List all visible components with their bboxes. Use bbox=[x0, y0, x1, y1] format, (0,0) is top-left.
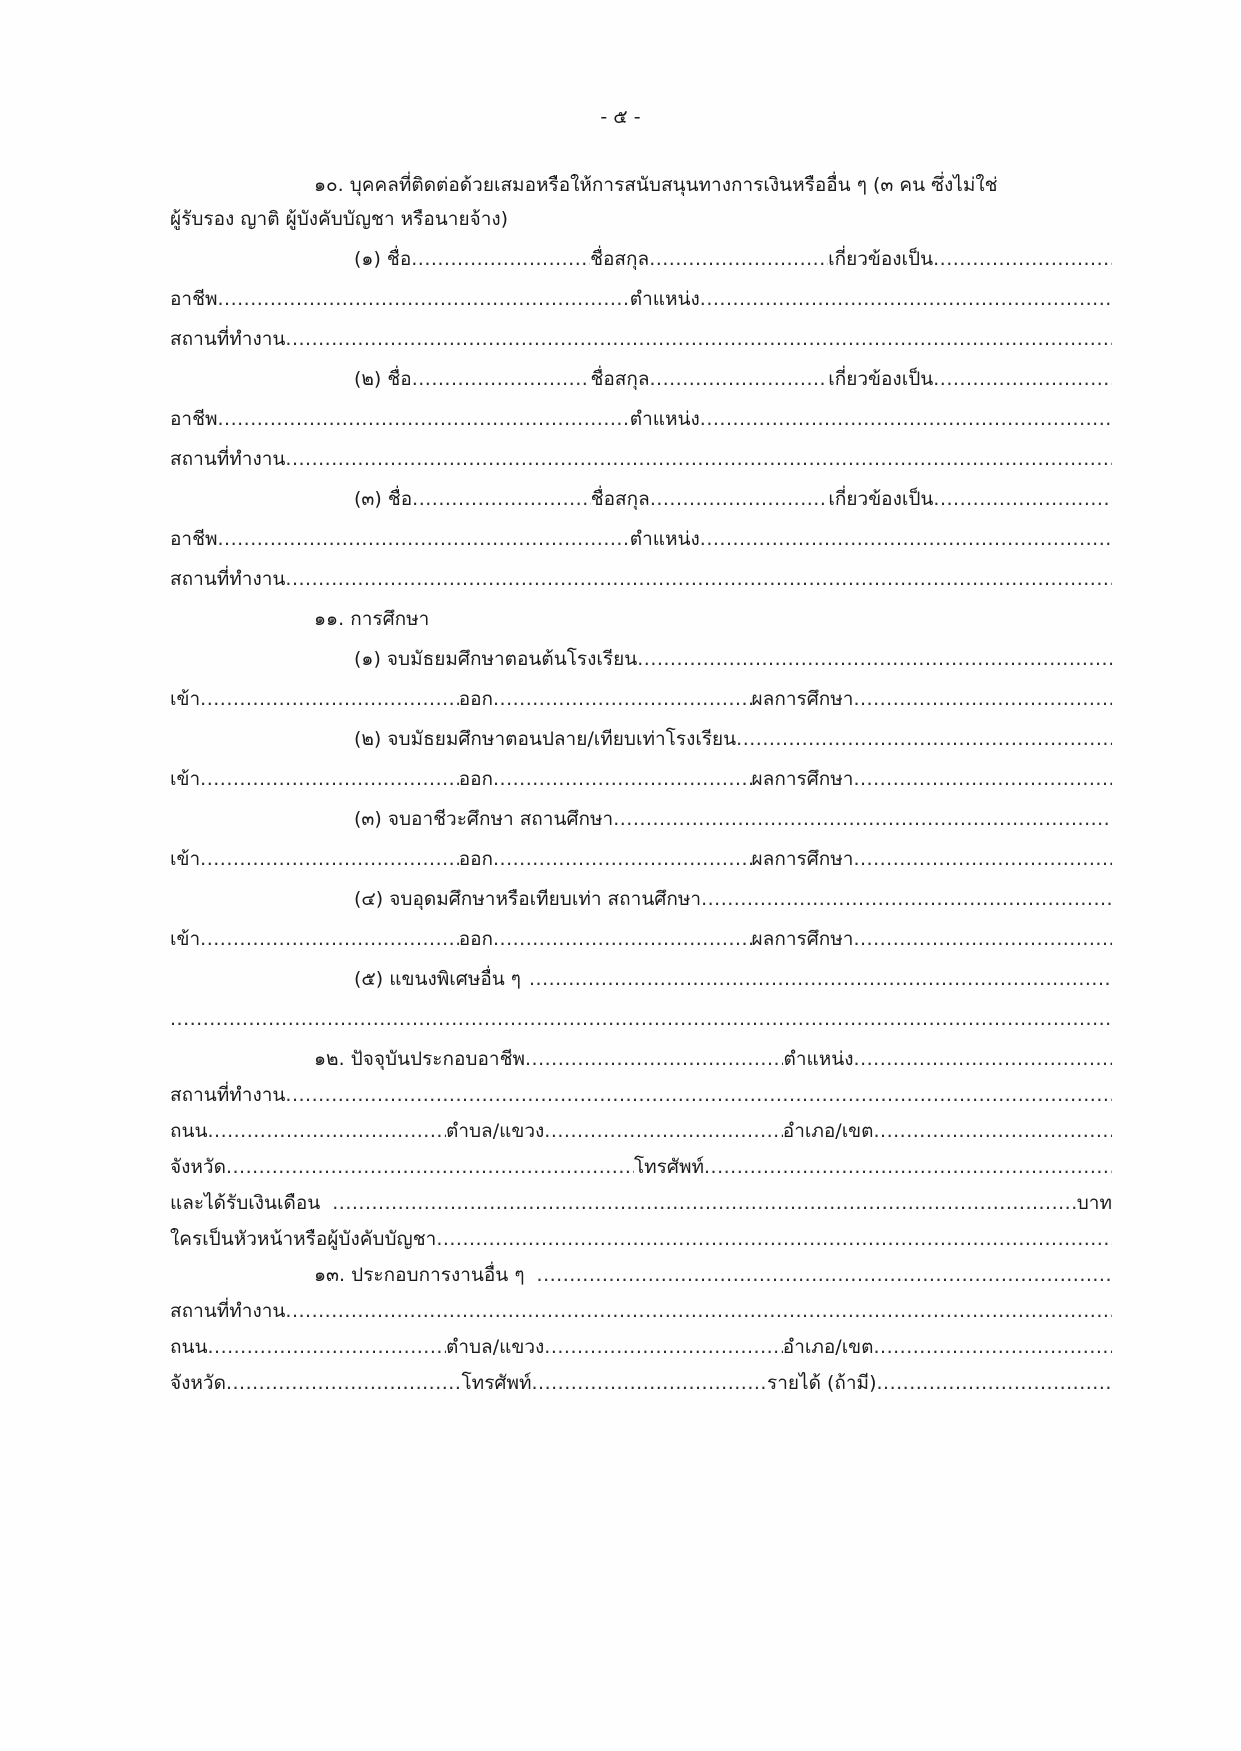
edu1-label: (๑) จบมัธยมศึกษาตอนต้นโรงเรียน bbox=[354, 648, 638, 670]
p1-position-label: ตำแหน่ง bbox=[629, 288, 700, 310]
s12-heading-row bbox=[170, 1032, 1112, 1072]
p1-occupation-field[interactable] bbox=[218, 286, 630, 312]
p3-name-field[interactable] bbox=[412, 486, 591, 512]
s12-heading: ๑๒. ปัจจุบันประกอบอาชีพ bbox=[314, 1048, 525, 1070]
s13-province-row bbox=[170, 1360, 1112, 1396]
s12-province-field[interactable] bbox=[226, 1154, 634, 1180]
edu2-exit-label: ออก bbox=[458, 768, 494, 790]
s13-province-field[interactable] bbox=[226, 1370, 462, 1396]
p3-workplace-label: สถานที่ทำงาน bbox=[170, 568, 286, 590]
s13-road-label: ถนน bbox=[170, 1336, 208, 1358]
s13-subdistrict-field[interactable] bbox=[544, 1334, 783, 1360]
p3-position-label: ตำแหน่ง bbox=[629, 528, 700, 550]
s13-province-label: จังหวัด bbox=[170, 1372, 226, 1394]
s10-person1-name-row bbox=[170, 232, 1112, 272]
edu5-special-cont-field[interactable] bbox=[170, 1006, 1112, 1032]
s13-heading-row bbox=[170, 1252, 1112, 1288]
edu3-enter-label: เข้า bbox=[170, 848, 201, 870]
p3-surname-field[interactable] bbox=[650, 486, 829, 512]
edu5-special-cont-row bbox=[170, 992, 1112, 1032]
s13-subdistrict-label: ตำบล/แขวง bbox=[445, 1336, 545, 1358]
s12-supervisor-label: ใครเป็นหัวหน้าหรือผู้บังคับบัญชา bbox=[170, 1228, 437, 1250]
s13-other-work-field[interactable] bbox=[537, 1262, 1112, 1288]
edu4-result-label: ผลการศึกษา bbox=[751, 928, 854, 950]
edu3-exit-label: ออก bbox=[458, 848, 494, 870]
p1-name-field[interactable] bbox=[411, 246, 590, 272]
s13-road-field[interactable] bbox=[207, 1334, 446, 1360]
s12-workplace-row bbox=[170, 1072, 1112, 1108]
s12-salary-row bbox=[170, 1180, 1112, 1216]
edu4-exit-label: ออก bbox=[458, 928, 494, 950]
s10-heading-line1 bbox=[170, 164, 1112, 198]
p2-workplace-label: สถานที่ทำงาน bbox=[170, 448, 286, 470]
s12-subdistrict-label: ตำบล/แขวง bbox=[445, 1120, 545, 1142]
s12-supervisor-row bbox=[170, 1216, 1112, 1252]
s10-person3-occupation-row bbox=[170, 512, 1112, 552]
s13-district-label: อำเภอ/เขต bbox=[782, 1336, 874, 1358]
edu3-school-field[interactable] bbox=[613, 806, 1112, 832]
s10-person3-workplace-row bbox=[170, 552, 1112, 592]
edu3-label-row bbox=[170, 792, 1112, 832]
edu1-enter-label: เข้า bbox=[170, 688, 201, 710]
edu3-result-label: ผลการศึกษา bbox=[751, 848, 854, 870]
p3-occupation-field[interactable] bbox=[218, 526, 630, 552]
s13-heading: ๑๓. ประกอบการงานอื่น ๆ bbox=[314, 1264, 525, 1286]
s10-person1-occupation-row bbox=[170, 272, 1112, 312]
edu4-label-row bbox=[170, 872, 1112, 912]
p3-occupation-label: อาชีพ bbox=[170, 528, 218, 550]
edu2-label-row bbox=[170, 712, 1112, 752]
s10-heading-line2 bbox=[170, 198, 1112, 232]
s10-person2-occupation-row bbox=[170, 392, 1112, 432]
edu5-special-field[interactable] bbox=[529, 966, 1112, 992]
edu3-result-field[interactable] bbox=[853, 846, 1112, 872]
page-number: - ๕ - bbox=[600, 106, 641, 128]
edu2-exit-field[interactable] bbox=[493, 766, 752, 792]
p3-relation-label: เกี่ยวข้องเป็น bbox=[828, 488, 934, 510]
s12-supervisor-field[interactable] bbox=[436, 1226, 1112, 1252]
edu4-label: (๔) จบอุดมศึกษาหรือเทียบเท่า สถานศึกษา bbox=[354, 888, 702, 910]
edu1-enter-field[interactable] bbox=[200, 686, 459, 712]
s12-salary-field[interactable] bbox=[332, 1190, 1076, 1216]
p3-name-label: (๓) ชื่อ bbox=[354, 488, 413, 510]
s13-phone-field[interactable] bbox=[532, 1370, 768, 1396]
s13-district-field[interactable] bbox=[874, 1334, 1113, 1360]
edu3-exit-field[interactable] bbox=[493, 846, 752, 872]
p1-relation-label: เกี่ยวข้องเป็น bbox=[828, 248, 934, 270]
s10-person3-name-row bbox=[170, 472, 1112, 512]
s12-position-field[interactable] bbox=[854, 1046, 1112, 1072]
s10-person2-workplace-row bbox=[170, 432, 1112, 472]
p1-name-label: (๑) ชื่อ bbox=[354, 248, 412, 270]
s12-workplace-field[interactable] bbox=[285, 1082, 1112, 1108]
s12-baht-label: บาท bbox=[1076, 1192, 1112, 1214]
p2-surname-field[interactable] bbox=[650, 366, 829, 392]
s13-workplace-row bbox=[170, 1288, 1112, 1324]
edu2-label: (๒) จบมัธยมศึกษาตอนปลาย/เทียบเท่าโรงเรียน bbox=[354, 728, 737, 750]
p2-relation-field[interactable] bbox=[933, 366, 1112, 392]
p3-relation-field[interactable] bbox=[933, 486, 1112, 512]
edu1-label-row bbox=[170, 632, 1112, 672]
s10-person2-name-row bbox=[170, 352, 1112, 392]
p3-surname-label: ชื่อสกุล bbox=[590, 488, 650, 510]
s10-heading: ๑๐. บุคคลที่ติดต่อด้วยเสมอหรือให้การสนับสนุนทางการเงินหรืออื่น ๆ (๓ คน ซึ่งไม่ใช่ bbox=[314, 174, 998, 196]
p2-position-label: ตำแหน่ง bbox=[629, 408, 700, 430]
s11-heading: ๑๑. การศึกษา bbox=[314, 608, 430, 630]
form-body bbox=[170, 164, 1112, 1396]
edu2-enter-label: เข้า bbox=[170, 768, 201, 790]
s11-heading-row bbox=[170, 592, 1112, 632]
edu2-result-field[interactable] bbox=[853, 766, 1112, 792]
s12-province-row bbox=[170, 1144, 1112, 1180]
s12-occupation-field[interactable] bbox=[525, 1046, 783, 1072]
p3-position-field[interactable] bbox=[700, 526, 1112, 552]
edu2-dates-row bbox=[170, 752, 1112, 792]
edu1-result-field[interactable] bbox=[853, 686, 1112, 712]
edu3-dates-row bbox=[170, 832, 1112, 872]
s13-phone-label: โทรศัพท์ bbox=[461, 1372, 532, 1394]
s12-road-label: ถนน bbox=[170, 1120, 208, 1142]
p2-name-label: (๒) ชื่อ bbox=[354, 368, 412, 390]
s10-person1-workplace-row bbox=[170, 312, 1112, 352]
edu1-exit-label: ออก bbox=[458, 688, 494, 710]
s12-district-field[interactable] bbox=[874, 1118, 1113, 1144]
edu4-exit-field[interactable] bbox=[493, 926, 752, 952]
edu2-school-field[interactable] bbox=[736, 726, 1112, 752]
p1-relation-field[interactable] bbox=[933, 246, 1112, 272]
p2-position-field[interactable] bbox=[700, 406, 1112, 432]
p1-workplace-label: สถานที่ทำงาน bbox=[170, 328, 286, 350]
s12-subdistrict-field[interactable] bbox=[544, 1118, 783, 1144]
edu2-enter-field[interactable] bbox=[200, 766, 459, 792]
s12-road-field[interactable] bbox=[207, 1118, 446, 1144]
edu5-special-label: (๕) แขนงพิเศษอื่น ๆ bbox=[354, 968, 521, 990]
s13-income-label: รายได้ (ถ้ามี) bbox=[767, 1372, 877, 1394]
p2-occupation-label: อาชีพ bbox=[170, 408, 218, 430]
p1-workplace-field[interactable] bbox=[285, 326, 1112, 352]
s13-workplace-label: สถานที่ทำงาน bbox=[170, 1300, 286, 1322]
edu4-school-field[interactable] bbox=[701, 886, 1112, 912]
edu1-result-label: ผลการศึกษา bbox=[751, 688, 854, 710]
p1-surname-field[interactable] bbox=[649, 246, 828, 272]
edu1-exit-field[interactable] bbox=[493, 686, 752, 712]
s13-income-field[interactable] bbox=[877, 1370, 1113, 1396]
edu3-enter-field[interactable] bbox=[200, 846, 459, 872]
edu4-dates-row bbox=[170, 912, 1112, 952]
edu1-school-field[interactable] bbox=[637, 646, 1112, 672]
s12-salary-label: และได้รับเงินเดือน bbox=[170, 1192, 321, 1214]
edu3-label: (๓) จบอาชีวะศึกษา สถานศึกษา bbox=[354, 808, 614, 830]
p2-occupation-field[interactable] bbox=[218, 406, 630, 432]
p1-surname-label: ชื่อสกุล bbox=[590, 248, 650, 270]
p3-workplace-field[interactable] bbox=[285, 566, 1112, 592]
s12-phone-label: โทรศัพท์ bbox=[633, 1156, 704, 1178]
p2-name-field[interactable] bbox=[412, 366, 591, 392]
p1-position-field[interactable] bbox=[700, 286, 1112, 312]
s12-position-label: ตำแหน่ง bbox=[783, 1048, 854, 1070]
s12-phone-field[interactable] bbox=[704, 1154, 1112, 1180]
p2-surname-label: ชื่อสกุล bbox=[590, 368, 650, 390]
edu2-result-label: ผลการศึกษา bbox=[751, 768, 854, 790]
s12-workplace-label: สถานที่ทำงาน bbox=[170, 1084, 286, 1106]
edu1-dates-row bbox=[170, 672, 1112, 712]
s10-heading-cont: ผู้รับรอง ญาติ ผู้บังคับบัญชา หรือนายจ้าง) bbox=[170, 208, 509, 230]
s13-workplace-field[interactable] bbox=[285, 1298, 1112, 1324]
edu4-enter-label: เข้า bbox=[170, 928, 201, 950]
p2-relation-label: เกี่ยวข้องเป็น bbox=[828, 368, 934, 390]
p2-workplace-field[interactable] bbox=[285, 446, 1112, 472]
s13-address-row bbox=[170, 1324, 1112, 1360]
edu5-special-row bbox=[170, 952, 1112, 992]
s12-address-row bbox=[170, 1108, 1112, 1144]
edu4-result-field[interactable] bbox=[853, 926, 1112, 952]
s12-district-label: อำเภอ/เขต bbox=[782, 1120, 874, 1142]
edu4-enter-field[interactable] bbox=[200, 926, 459, 952]
p1-occupation-label: อาชีพ bbox=[170, 288, 218, 310]
s12-province-label: จังหวัด bbox=[170, 1156, 226, 1178]
